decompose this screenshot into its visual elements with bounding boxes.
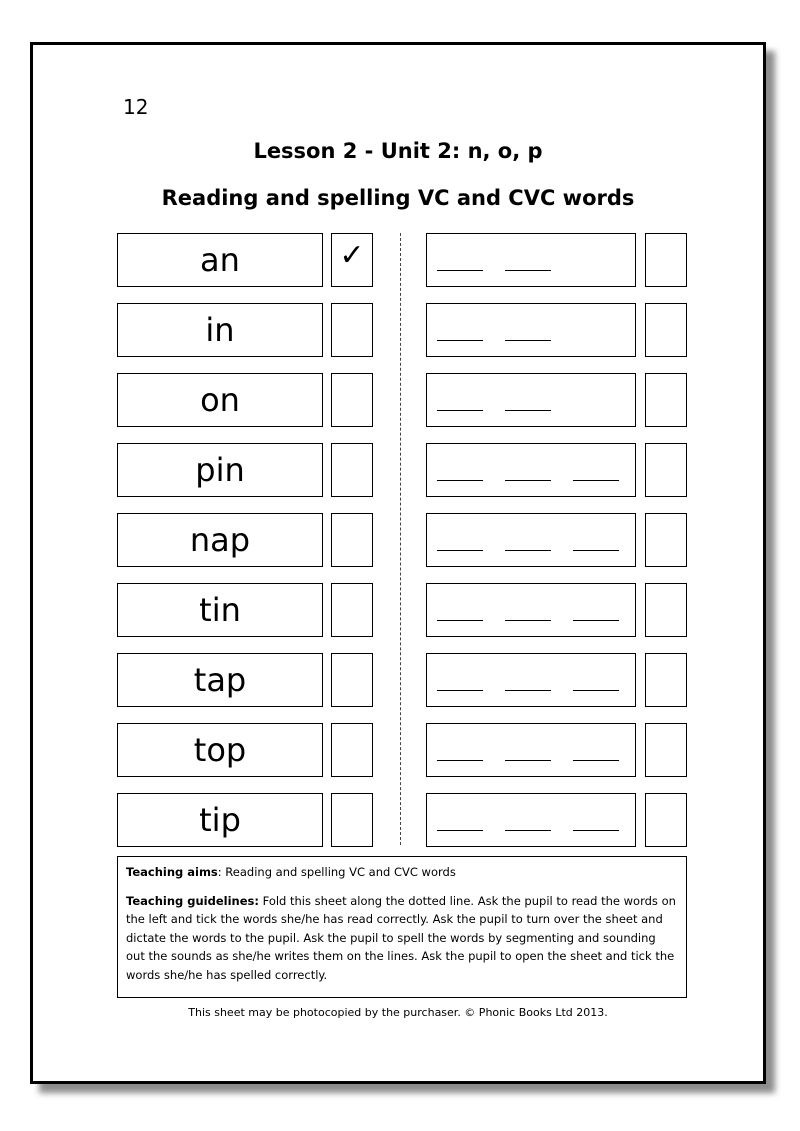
word-box: [117, 443, 323, 497]
teaching-guidelines-text: Fold this sheet along the dotted line. Ask the pupil to read the words on the left and tick the words she/he has read correctly. Ask the pupil to turn over the sheet and dictate the words to the pupil. Ask the pupil to spell the words by segmenting and sounding out the sounds as she/he writes them on the lines. Ask the pupil to open the sheet and tick the words she/he has spelled correctly.: [126, 893, 676, 982]
teaching-guidelines-label: Teaching guidelines:: [126, 893, 259, 908]
spelling-blank-line[interactable]: [437, 620, 483, 621]
spelling-box[interactable]: [426, 583, 636, 637]
reading-tick-box[interactable]: [331, 793, 373, 847]
reading-tick-box[interactable]: [331, 583, 373, 637]
word-text: tap: [193, 661, 247, 699]
reading-tick-box[interactable]: [331, 233, 373, 287]
word-box: [117, 373, 323, 427]
word-box: [117, 513, 323, 567]
worksheet-subtitle: Reading and spelling VC and CVC words: [161, 186, 635, 210]
word-text: tip: [199, 801, 241, 839]
word-box: [117, 583, 323, 637]
spelling-tick-box[interactable]: [645, 723, 687, 777]
reading-tick-box[interactable]: [331, 513, 373, 567]
spelling-blank-line[interactable]: [437, 410, 483, 411]
reading-tick-box[interactable]: [331, 443, 373, 497]
word-row: [33, 653, 763, 707]
word-row: [33, 793, 763, 847]
spelling-blank-line[interactable]: [573, 830, 619, 831]
word-row: [33, 513, 763, 567]
word-text: top: [193, 731, 247, 769]
spelling-blank-line[interactable]: [573, 480, 619, 481]
spelling-blank-line[interactable]: [437, 760, 483, 761]
spelling-box[interactable]: [426, 373, 636, 427]
spelling-blank-line[interactable]: [437, 550, 483, 551]
spelling-tick-box[interactable]: [645, 443, 687, 497]
spelling-blank-line[interactable]: [437, 340, 483, 341]
word-row: [33, 723, 763, 777]
spelling-blank-line[interactable]: [437, 480, 483, 481]
teaching-guidelines: [126, 892, 678, 985]
spelling-tick-box[interactable]: [645, 653, 687, 707]
word-row: [33, 373, 763, 427]
word-text: in: [205, 311, 235, 349]
spelling-blank-line[interactable]: [437, 690, 483, 691]
spelling-tick-box[interactable]: [645, 583, 687, 637]
spelling-box[interactable]: [426, 723, 636, 777]
word-text: on: [200, 381, 240, 419]
spelling-blank-line[interactable]: [573, 760, 619, 761]
lesson-title: Lesson 2 - Unit 2: n, o, p: [253, 139, 543, 163]
spelling-blank-line[interactable]: [505, 410, 551, 411]
spelling-tick-box[interactable]: [645, 233, 687, 287]
spelling-box[interactable]: [426, 513, 636, 567]
spelling-box[interactable]: [426, 443, 636, 497]
word-text: nap: [189, 521, 251, 559]
checkmark-icon: ✓: [339, 238, 365, 273]
spelling-box[interactable]: [426, 303, 636, 357]
spelling-blank-line[interactable]: [573, 550, 619, 551]
spelling-blank-line[interactable]: [573, 690, 619, 691]
reading-tick-box[interactable]: [331, 723, 373, 777]
word-row: [33, 583, 763, 637]
word-row: [33, 443, 763, 497]
spelling-blank-line[interactable]: [573, 620, 619, 621]
teaching-aims-text: : Reading and spelling VC and CVC words: [217, 865, 456, 879]
spelling-blank-line[interactable]: [505, 480, 551, 481]
spelling-tick-box[interactable]: [645, 793, 687, 847]
teaching-notes: [117, 856, 687, 998]
word-text: pin: [195, 451, 245, 489]
spelling-blank-line[interactable]: [505, 620, 551, 621]
spelling-blank-line[interactable]: [505, 340, 551, 341]
spelling-blank-line[interactable]: [505, 830, 551, 831]
spelling-blank-line[interactable]: [505, 690, 551, 691]
word-box: [117, 303, 323, 357]
spelling-box[interactable]: [426, 793, 636, 847]
word-row: [33, 233, 763, 287]
reading-tick-box[interactable]: [331, 303, 373, 357]
spelling-tick-box[interactable]: [645, 513, 687, 567]
teaching-aims: [126, 863, 678, 882]
page-number: 12: [123, 95, 149, 119]
spelling-tick-box[interactable]: [645, 373, 687, 427]
word-row: [33, 303, 763, 357]
word-box: [117, 793, 323, 847]
word-box: [117, 653, 323, 707]
reading-tick-box[interactable]: [331, 653, 373, 707]
spelling-tick-box[interactable]: [645, 303, 687, 357]
word-box: [117, 233, 323, 287]
spelling-box[interactable]: [426, 653, 636, 707]
spelling-blank-line[interactable]: [505, 270, 551, 271]
spelling-blank-line[interactable]: [505, 760, 551, 761]
word-text: tin: [199, 591, 241, 629]
spelling-blank-line[interactable]: [437, 830, 483, 831]
reading-tick-box[interactable]: [331, 373, 373, 427]
spelling-box[interactable]: [426, 233, 636, 287]
copyright-footer: This sheet may be photocopied by the purchaser. © Phonic Books Ltd 2013.: [188, 1006, 608, 1019]
word-box: [117, 723, 323, 777]
worksheet-page: [30, 42, 766, 1084]
spelling-blank-line[interactable]: [437, 270, 483, 271]
word-text: an: [200, 241, 240, 279]
spelling-blank-line[interactable]: [505, 550, 551, 551]
teaching-aims-label: Teaching aims: [126, 865, 218, 879]
